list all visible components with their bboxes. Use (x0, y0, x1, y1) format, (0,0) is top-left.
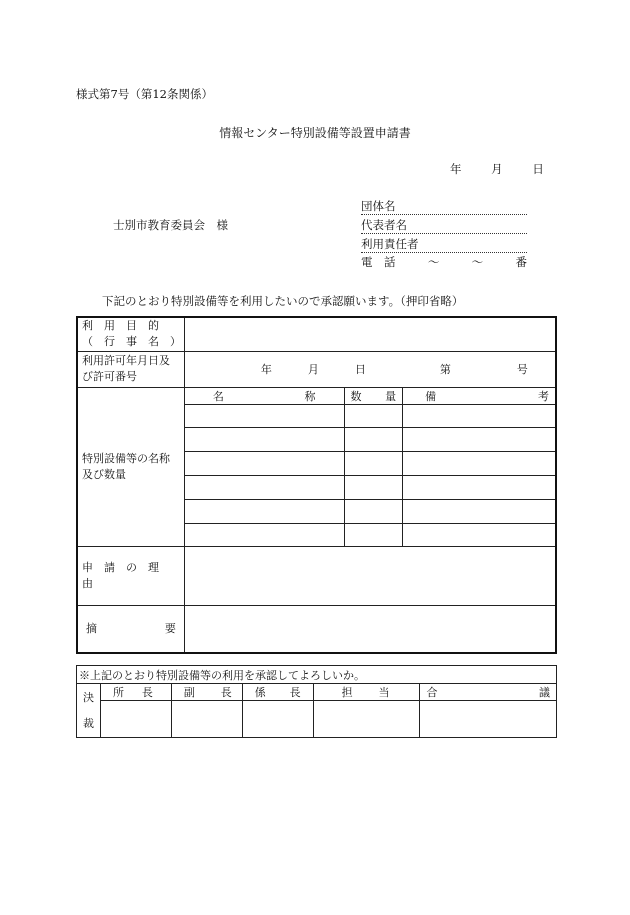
equipment-remarks-cell[interactable] (403, 499, 556, 523)
equipment-qty-cell[interactable] (344, 523, 403, 546)
purpose-label (77, 317, 184, 351)
decision-char1: 決 (82, 690, 94, 704)
summary-char2: 要 (164, 621, 176, 635)
role-chief-c2: 長 (289, 686, 301, 699)
equipment-qty-cell[interactable] (344, 451, 403, 475)
equipment-name-cell[interactable] (184, 523, 344, 546)
stamp-deputy[interactable] (171, 701, 242, 738)
role-staff-c1: 担 (341, 686, 353, 699)
application-table (76, 316, 557, 654)
representative-label: 代表者名 (361, 217, 527, 234)
role-consult (420, 684, 557, 701)
month-label: 月 (491, 162, 503, 176)
col-remarks-header (403, 387, 556, 404)
equipment-qty-cell[interactable] (344, 427, 403, 451)
phone-sep-1: ～ (427, 255, 440, 269)
equipment-header-row (77, 387, 556, 404)
permit-label: 利用許可年月日及び許可番号 (77, 351, 184, 387)
purpose-label-line2: （ 行 事 名 ） (82, 335, 181, 349)
permit-year: 年 (260, 363, 272, 376)
addressee: 士別市教育委員会 様 (113, 218, 228, 232)
stamp-chief[interactable] (242, 701, 313, 738)
phone-suffix: 番 (515, 255, 527, 269)
day-label: 日 (532, 162, 544, 176)
permit-no-suffix: 号 (516, 363, 528, 376)
role-consult-c1: 合 (426, 686, 438, 699)
responsible-field[interactable] (361, 236, 527, 253)
reason-row (77, 546, 556, 605)
approval-note: ※上記のとおり特別設備等の利用を承認してよろしいか。 (77, 666, 557, 684)
organization-label: 団体名 (361, 198, 527, 215)
approval-roles-row (77, 684, 557, 701)
stamp-director[interactable] (100, 701, 171, 738)
equipment-name-cell[interactable] (184, 451, 344, 475)
summary-label (77, 605, 184, 653)
col-qty-char2: 量 (385, 389, 397, 403)
phone-field[interactable] (361, 254, 527, 270)
equipment-name-cell[interactable] (184, 475, 344, 499)
summary-input[interactable] (184, 605, 556, 653)
role-deputy-c1: 副 (183, 686, 195, 699)
approval-stamp-row (77, 701, 557, 738)
col-name-header (184, 387, 344, 404)
role-chief (242, 684, 313, 701)
permit-day: 日 (354, 363, 366, 376)
approval-note-row (77, 666, 557, 684)
purpose-input[interactable] (184, 317, 556, 351)
equipment-remarks-cell[interactable] (403, 404, 556, 427)
year-label: 年 (450, 162, 462, 176)
role-consult-c2: 議 (539, 686, 550, 699)
decision-char2: 裁 (82, 716, 94, 730)
reason-label: 申 請 の 理 由 (77, 546, 184, 605)
role-deputy-c2: 長 (220, 686, 232, 699)
responsible-label: 利用責任者 (361, 236, 527, 253)
role-staff (313, 684, 420, 701)
equipment-remarks-cell[interactable] (403, 523, 556, 546)
intro-text: 下記のとおり特別設備等を利用したいので承認願います。（押印省略） (102, 294, 464, 308)
phone-sep-2: ～ (471, 255, 484, 269)
organization-field[interactable] (361, 198, 527, 215)
representative-field[interactable] (361, 217, 527, 234)
role-director-c1: 所 (112, 686, 124, 699)
equipment-name-cell[interactable] (184, 427, 344, 451)
role-deputy (171, 684, 242, 701)
col-qty-header (344, 387, 403, 404)
permit-input[interactable] (184, 351, 556, 387)
decision-label (77, 684, 101, 738)
equipment-remarks-cell[interactable] (403, 451, 556, 475)
reason-input[interactable] (184, 546, 556, 605)
form-number: 様式第7号（第12条関係） (76, 87, 213, 101)
permit-row (77, 351, 556, 387)
equipment-name-cell[interactable] (184, 499, 344, 523)
equipment-qty-cell[interactable] (344, 475, 403, 499)
col-name-char2: 称 (304, 389, 316, 403)
purpose-label-line1: 利 用 目 的 (82, 319, 159, 333)
permit-month: 月 (307, 363, 319, 376)
document-title: 情報センター特別設備等設置申請書 (219, 126, 411, 140)
equipment-remarks-cell[interactable] (403, 427, 556, 451)
equipment-qty-cell[interactable] (344, 499, 403, 523)
col-remarks-char1: 備 (425, 389, 437, 403)
role-chief-c1: 係 (254, 686, 266, 699)
equipment-qty-cell[interactable] (344, 404, 403, 427)
equipment-remarks-cell[interactable] (403, 475, 556, 499)
role-director (100, 684, 171, 701)
role-staff-c2: 当 (378, 686, 390, 699)
purpose-row (77, 317, 556, 351)
role-director-c2: 長 (141, 686, 153, 699)
permit-no-prefix: 第 (439, 363, 451, 376)
stamp-staff[interactable] (313, 701, 420, 738)
application-date (450, 161, 544, 177)
summary-row (77, 605, 556, 653)
equipment-name-cell[interactable] (184, 404, 344, 427)
stamp-consult[interactable] (420, 701, 557, 738)
phone-label: 電 話 (361, 255, 396, 269)
approval-table (76, 665, 557, 738)
summary-char1: 摘 (86, 621, 97, 635)
equipment-label: 特別設備等の名称及び数量 (77, 387, 184, 546)
col-qty-char1: 数 (350, 389, 362, 403)
col-name-char1: 名 (212, 389, 224, 403)
col-remarks-char2: 考 (538, 389, 549, 403)
